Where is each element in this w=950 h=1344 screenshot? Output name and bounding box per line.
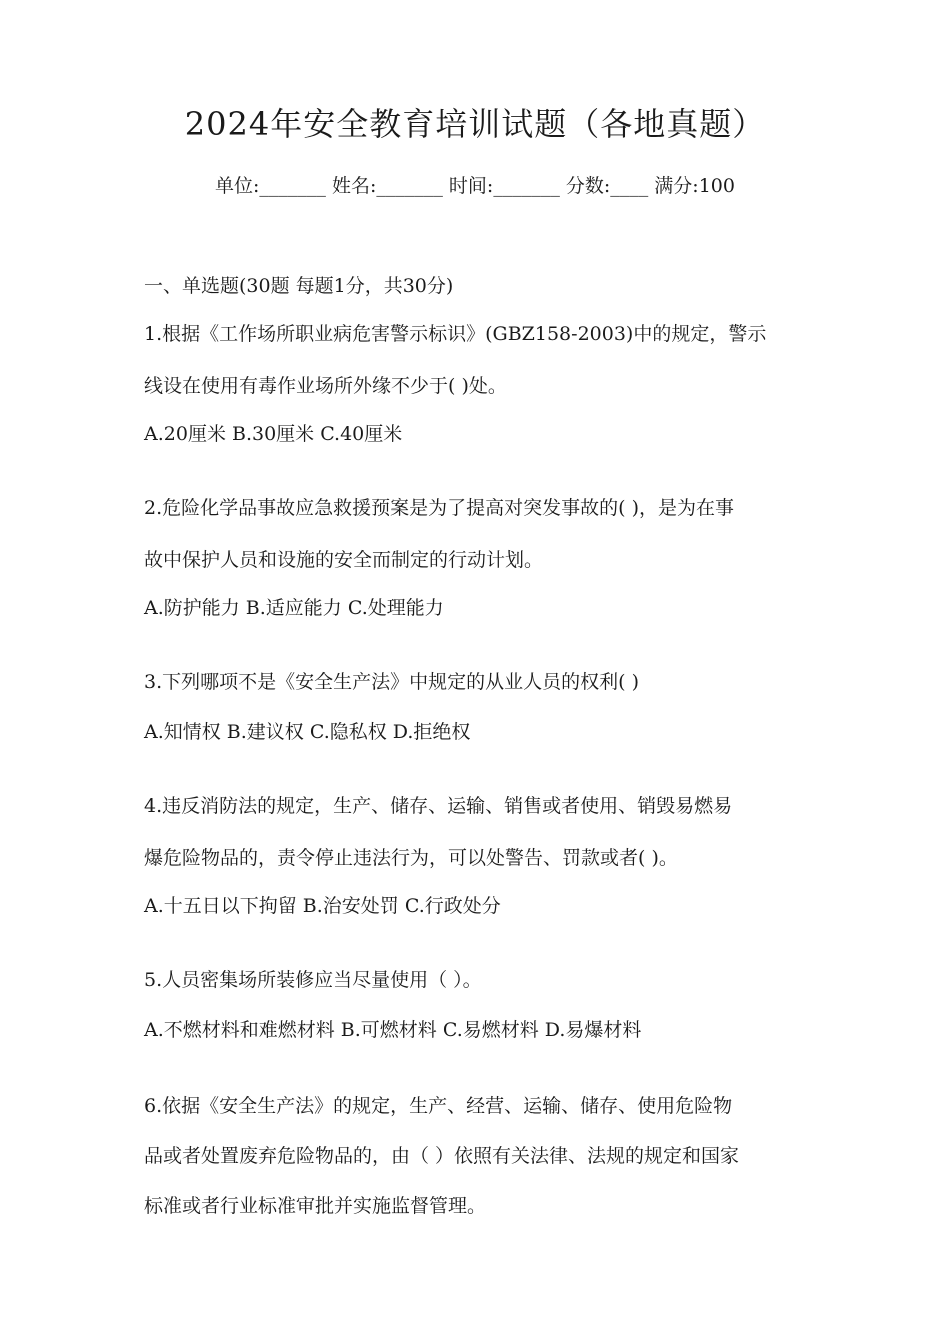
question-2-text-line-2: 故中保护人员和设施的安全而制定的行动计划。 xyxy=(144,549,544,571)
question-5-text-line-1: 5.人员密集场所装修应当尽量使用（ ）。 xyxy=(144,969,482,991)
question-4-text-line-1: 4.违反消防法的规定，生产、储存、运输、销售或者使用、销毁易燃易 xyxy=(144,795,733,817)
question-6-text-line-2: 品或者处置废弃危险物品的，由（ ）依照有关法律、法规的规定和国家 xyxy=(144,1145,740,1167)
question-4-options: A.十五日以下拘留 B.治安处罚 C.行政处分 xyxy=(144,895,501,917)
question-1-text-line-2: 线设在使用有毒作业场所外缘不少于( )处。 xyxy=(144,375,507,397)
question-5-options: A.不燃材料和难燃材料 B.可燃材料 C.易燃材料 D.易爆材料 xyxy=(144,1019,642,1041)
question-6-text-line-1: 6.依据《安全生产法》的规定，生产、经营、运输、储存、使用危险物 xyxy=(144,1095,733,1117)
question-2-options: A.防护能力 B.适应能力 C.处理能力 xyxy=(144,597,444,619)
question-3-options: A.知情权 B.建议权 C.隐私权 D.拒绝权 xyxy=(144,721,471,743)
question-2-text-line-1: 2.危险化学品事故应急救援预案是为了提高对突发事故的( )，是为在事 xyxy=(144,497,734,519)
question-4-text-line-2: 爆危险物品的，责令停止违法行为，可以处警告、罚款或者( )。 xyxy=(144,847,678,869)
section-heading: 一、单选题(30题 每题1分，共30分) xyxy=(144,275,454,297)
question-1-text-line-1: 1.根据《工作场所职业病危害警示标识》(GBZ158-2003)中的规定，警示 xyxy=(144,323,767,345)
question-1-options: A.20厘米 B.30厘米 C.40厘米 xyxy=(144,423,403,445)
exam-info-line: 单位:_______ 姓名:_______ 时间:_______ 分数:____ 满分:100 xyxy=(215,175,735,197)
question-6-text-line-3: 标准或者行业标准审批并实施监督管理。 xyxy=(144,1195,487,1217)
question-3-text-line-1: 3.下列哪项不是《安全生产法》中规定的从业人员的权利( ) xyxy=(144,671,639,693)
page-title: 2024年安全教育培训试题（各地真题） xyxy=(184,105,766,143)
